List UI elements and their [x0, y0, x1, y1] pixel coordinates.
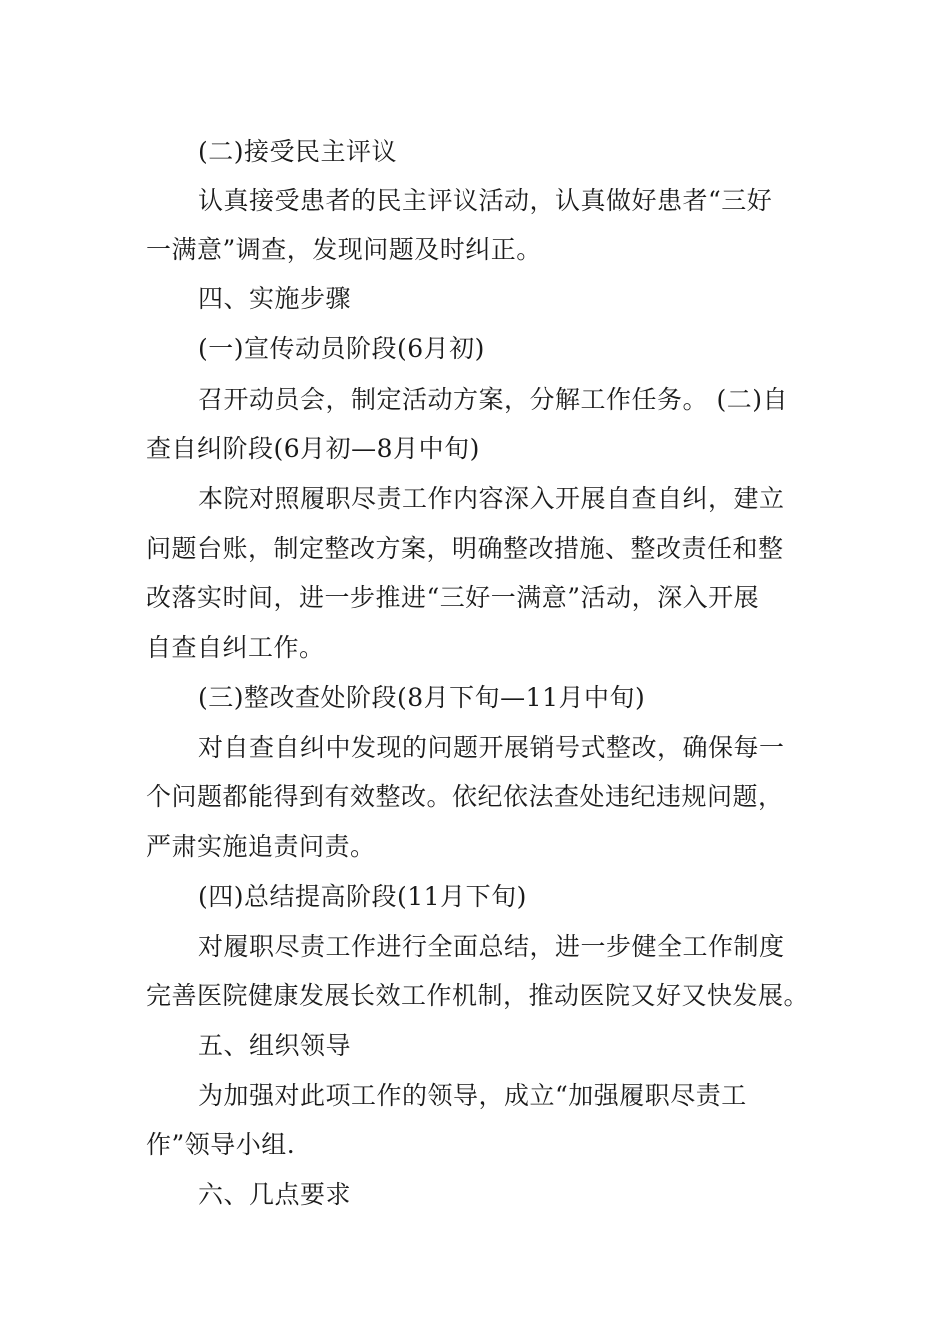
section-heading-requirements: 六、几点要求: [198, 1180, 352, 1209]
paragraph-line: 对自查自纠中发现的问题开展销号式整改，确保每一: [198, 733, 785, 762]
paragraph-line: 本院对照履职尽责工作内容深入开展自查自纠，建立: [198, 484, 785, 513]
paragraph-line: 认真接受患者的民主评议活动，认真做好患者“三好: [198, 186, 773, 215]
paragraph-line: 问题台账，制定整改方案，明确整改措施、整改责任和整: [146, 534, 784, 563]
subheading-mobilization-stage: (一)宣传动员阶段(6月初): [198, 334, 485, 363]
subheading-rectification-stage: (三)整改查处阶段(8月下旬—11月中旬): [198, 683, 646, 712]
paragraph-line: 改落实时间，进一步推进“三好一满意”活动，深入开展: [146, 583, 760, 612]
paragraph-line: 对履职尽责工作进行全面总结，进一步健全工作制度: [198, 932, 785, 961]
paragraph-line: 作”领导小组.: [146, 1130, 296, 1159]
section-heading-implementation-steps: 四、实施步骤: [198, 284, 352, 313]
paragraph-line: 查自纠阶段(6月初—8月中旬): [146, 434, 480, 463]
subheading-accept-review: (二)接受民主评议: [198, 137, 398, 166]
paragraph-line: 严肃实施追责问责。: [146, 832, 376, 861]
paragraph-line: 个问题都能得到有效整改。依纪依法查处违纪违规问题，: [146, 782, 784, 811]
paragraph-line: 为加强对此项工作的领导，成立“加强履职尽责工: [198, 1081, 747, 1110]
paragraph-line: 一满意”调查，发现问题及时纠正。: [146, 235, 542, 264]
paragraph-line: 召开动员会，制定活动方案，分解工作任务。 (二)自: [198, 385, 788, 414]
paragraph-line: 自查自纠工作。: [146, 633, 325, 662]
paragraph-line: 完善医院健康发展长效工作机制，推动医院又好又快发展。: [146, 981, 810, 1010]
section-heading-organization: 五、组织领导: [198, 1031, 352, 1060]
subheading-summary-stage: (四)总结提高阶段(11月下旬): [198, 882, 527, 911]
